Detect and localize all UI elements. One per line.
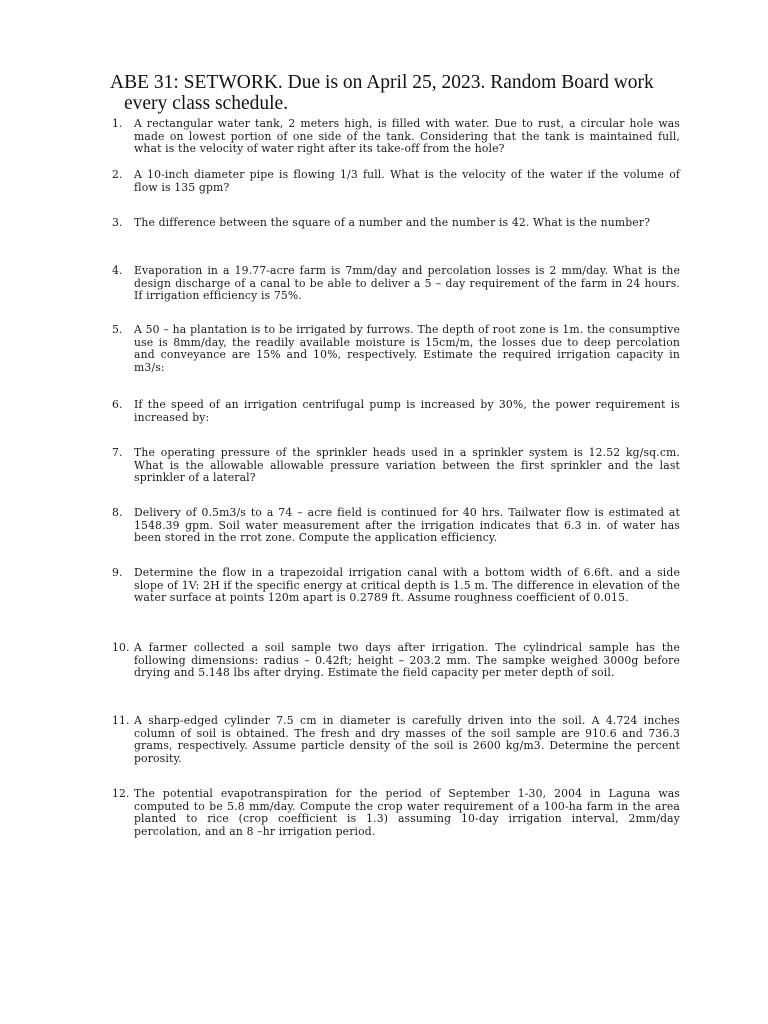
question-item [112, 169, 680, 194]
question-number: 2. [112, 168, 123, 181]
question-text: Evaporation in a 19.77-acre farm is 7mm/day and percolation losses is 2 mm/day. What is the design discharge of a canal to be able to deliver a 5 – day requirement of the farm in 24 hours. If irrigation efficiency is 75%. [134, 264, 680, 303]
question-text: The potential evapotranspiration for the period of September 1-30, 2004 in Laguna was computed to be 5.8 mm/day. Compute the crop water requirement of a 100-ha farm in the area planted to rice (crop coefficient is 1.3) assuming 10-day irrigation interval, 2mm/day percolation, and an 8 –hr irrigation period. [134, 787, 680, 838]
question-number: 7. [112, 446, 123, 459]
question-text: Delivery of 0.5m3/s to a 74 – acre field is continued for 40 hrs. Tailwater flow is estimated at 1548.39 gpm. Soil water measurement after the irrigation indicates that 6.3 in. of water has been stored in the rrot zone. Compute the application efficiency. [134, 506, 680, 545]
question-item [112, 324, 680, 374]
document-title [110, 72, 690, 114]
title-line-2: every class schedule. [124, 93, 289, 114]
question-item [112, 118, 680, 156]
question-item [112, 399, 680, 424]
question-item [112, 217, 680, 230]
question-number: 11. [112, 714, 130, 727]
question-number: 8. [112, 506, 123, 519]
question-number: 1. [112, 117, 123, 130]
question-item [112, 507, 680, 545]
question-item [112, 642, 680, 680]
question-item [112, 265, 680, 303]
question-text: A 50 – ha plantation is to be irrigated by furrows. The depth of root zone is 1m. the consumptive use is 8mm/day, the readily available moisture is 15cm/m, the losses due to deep percolation and conveyance are 15% and 10%, respectively. Estimate the required irrigation capacity in m3/s: [134, 323, 680, 374]
question-text: A sharp-edged cylinder 7.5 cm in diameter is carefully driven into the soil. A 4.724 inches column of soil is obtained. The fresh and dry masses of the soil sample are 910.6 and 736.3 grams, respectively. Assume particle density of the soil is 2600 kg/m3. Determine the percent porosity. [134, 714, 680, 765]
question-text: If the speed of an irrigation centrifugal pump is increased by 30%, the power requirement is increased by: [134, 398, 680, 424]
question-number: 6. [112, 398, 123, 411]
question-text: A rectangular water tank, 2 meters high, is filled with water. Due to rust, a circular hole was made on lowest portion of one side of the tank. Considering that the tank is maintained full, what is the velocity of water right after its take-off from the hole? [134, 117, 680, 156]
question-number: 3. [112, 216, 123, 229]
title-line-1: ABE 31: SETWORK. Due is on April 25, 2023. Random Board work [110, 72, 654, 93]
question-text: A farmer collected a soil sample two days after irrigation. The cylindrical sample has the following dimensions: radius – 0.42ft; height – 203.2 mm. The sampke weighed 3000g before drying and 5.148 lbs after drying. Estimate the field capacity per meter depth of soil. [134, 641, 680, 680]
question-item [112, 715, 680, 765]
question-text: The operating pressure of the sprinkler heads used in a sprinkler system is 12.52 kg/sq.cm. What is the allowable allowable pressure variation between the first sprinkler and the last sprinkler of a lateral? [134, 446, 680, 485]
question-text: The difference between the square of a number and the number is 42. What is the number? [134, 216, 651, 229]
question-number: 9. [112, 566, 123, 579]
question-number: 10. [112, 641, 130, 654]
question-item [112, 447, 680, 485]
question-number: 12. [112, 787, 130, 800]
question-text: Determine the flow in a trapezoidal irrigation canal with a bottom width of 6.6ft. and a side slope of 1V: 2H if the specific energy at critical depth is 1.5 m. The difference in elevation of the water surface at points 120m apart is 0.2789 ft. Assume roughness coefficient of 0.015. [134, 566, 680, 605]
question-text: A 10-inch diameter pipe is flowing 1/3 full. What is the velocity of the water if the volume of flow is 135 gpm? [134, 168, 680, 194]
question-item [112, 788, 680, 838]
question-item [112, 567, 680, 605]
question-number: 4. [112, 264, 123, 277]
question-number: 5. [112, 323, 123, 336]
